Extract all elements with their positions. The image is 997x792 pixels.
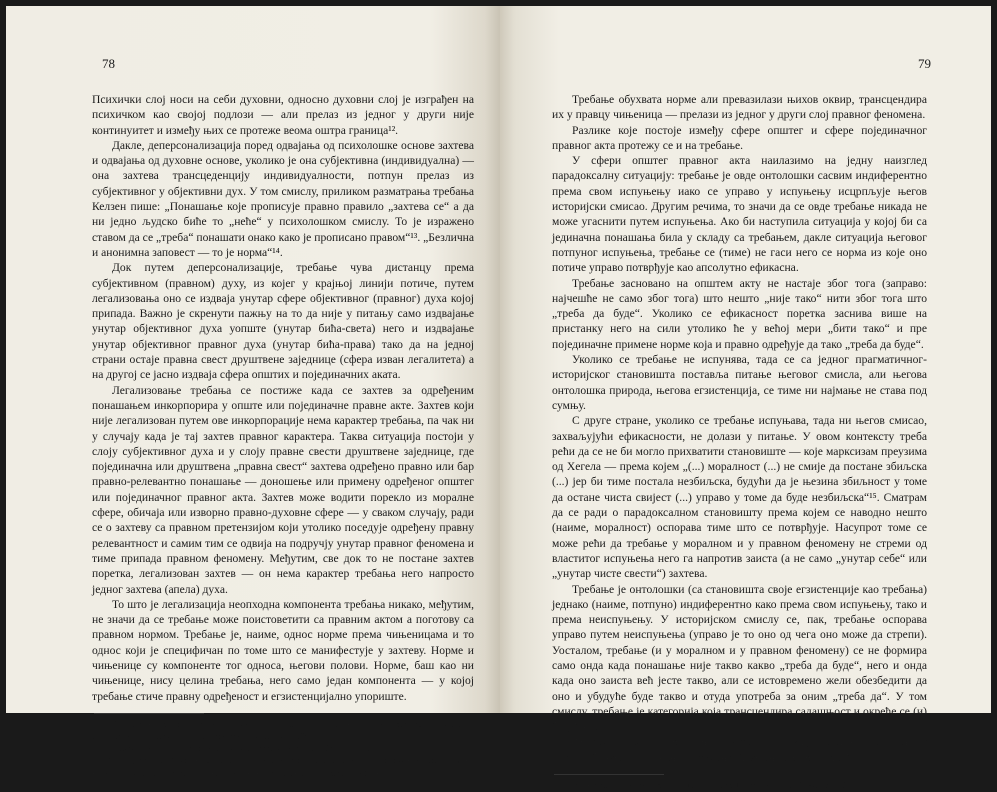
footnote: ¹² Животиње такође поседују психички слој, али не и духовни. Види о томе код Шелера — Scheler, M.: Положај човјека у космосу, Сарајево 1987. — [92, 719, 474, 743]
paragraph: Требање обухвата норме али превазилази њихов оквир, трансцендира их у правцу чињеница — прелази из једног у други слој правног феномена. — [552, 93, 927, 122]
paragraph: Легализовање требања се постиже када се захтев за одређеним понашањем инкорпорира у опште или појединачне правне акте. Захтев који није легализован путем ове инкорпорације нема карактер требања, па чак ни у случају када је тај захтев правног карактера. Таква ситуација постоји у слоју субјективног духа и у слоју правне свести друштвене заједнице, где појединачна или друштвена „правна свест“ захтева одређено правно или бар правно-релевантно понашање — доношење или примену одређеног општег или појединачног правног акта. Захтев може водити порекло из моралне сфере, обичаја или изворно правно-духовне сфере — у сваком случају, ради се о захтеву са правном претензијом који утолико поседује одређену правну релевантност и самим тим се одвија на подручју унутар правног феномена и тиме припада правном феномену. Међутим, све док то не постане захтев поретка, легализован захтев — он нема карактер требања него напросто једног захтева (апела) духа. — [92, 383, 474, 596]
paragraph: Требање засновано на општем акту не настаје због тога (заправо: најчешће не само због тога) што нешто „није тако“ нити због тога што „треба да буде“. Уколико се ефикасност поретка заснива више на пристанку него на сили утолико ће у већој мери „бити тако“ и пре појединачне примене норме која и правно одређује да тако „треба да буде“. — [552, 276, 927, 351]
page-number: 78 — [102, 56, 115, 71]
left-page — [6, 6, 500, 779]
paragraph: То што је легализација неопходна компонента требања никако, међутим, не значи да се требање може поистоветити са правним актом а поготову са правном нормом. Требање је, наиме, однос норме према чињеницама и то однос који је специфичан по томе што се манифестује у захтеву. Норме и чињенице су компоненте тог односа, његови полови. Норме, баш као ни чињенице, нису целина требања, него само један компонента — у којој требање стиче правну одређеност и егзистенцијално упориште. — [92, 597, 474, 703]
paragraph: С друге стране, уколико се требање испуњава, тада ни његов смисао, захваљујући ефикасности, не долази у питање. У овом контексту треба рећи да се не би могло прихватити становиште — које марксизам преузима од Хегела — према којем „(...) моралност (...) не смије да постане збиљска (...) јер би тиме постала незбиљска, будући да је њезина збиљност у томе да остане чиста свијест (...) управо у томе да буде незбиљска“¹⁵. Сматрам да се ради о парадоксалном становишту према којем се наводно нешто (наиме, моралност) оспорава тиме што се потврђује. Насупрот томе се може рећи да требање у моралном и у правном феномену не стреми од властитог испуњења него га напротив заиста (а не само „унутар себе“ или „унутар чисте свести“) захтева. — [552, 414, 927, 581]
footnotes — [552, 780, 927, 792]
page-body — [552, 92, 927, 765]
right-page — [500, 6, 991, 792]
page-body — [92, 92, 474, 704]
footnotes — [92, 719, 474, 780]
footnote: ¹⁴ Ibid., стр. 48. Келзену би се овде једино могло приговорити на недовољном разликовању норме — која је ипак само једна компонента требања — и самог требања. — [92, 756, 474, 779]
footnote-divider — [94, 713, 204, 714]
paragraph: Психички слој носи на себи духовни, односно духовни слој је изграђен на психичком као својој подлози — али прелаз из једног у други није континуитет и између њих се протеже веома оштра граница¹². — [92, 93, 474, 137]
paragraph: Разлике које постоје између сфере општег и сфере појединачног правног акта протежу се и на требање. — [552, 123, 927, 152]
footnote: ¹⁵ Кангрга, М.: Etički problem u djelu Karla Marxa, Београд 1980, стр. 61. — [566, 781, 853, 792]
footnote-divider — [554, 774, 664, 775]
paragraph: За разлику од општег правног акта, у подручју појединачног правног акта требање се испуњењем отклања. Требање захтева одређе- — [552, 735, 927, 764]
paragraph: У сфери општег правног акта наилазимо на једну наизглед парадоксалну ситуацију: требање је овде онтолошки сасвим индиферентно према свом испуњењу иако се управо у испуњењу исцрпљује његов историјски смисао. Другим речима, то значи да се овде требање никада не може угаснити путем испуњења. Ако би наступила ситуација у којој би са јединачна понашања била у складу са требањем, дакле ситуација његовог потпуног испуњења, требање се (тиме) не гаси него се норма из које оно потиче управо потврђује као апсолутно ефикасна. — [552, 154, 927, 275]
page-number: 79 — [918, 56, 931, 71]
paragraph: Требање је онтолошки (са становишта своје егзистенције као требања) једнако (наиме, потпуно) индиферентно како према свом испуњењу, тако и према неиспуњењу. У историјском смислу се, пак, требање оспорава управо путем неиспуњења (управо је то оно од чега оно може да стрепи). Уосталом, требање (и у моралном и у правном феномену) се не формира само онда када понашање није такво какво „треба да буде“, него и онда када оно заиста већ јесте такво, али се истовремено жели обезбедити да оно и убудуће буде такво и отуда употреба за оним „треба да“. У том смислу, требање је категорија која трансцендира садашњост и окреће се (и) будућности. — [552, 582, 927, 734]
footnote: ¹³ Келзен, Х.: Општа теорија права и државе, Београд 1951, стр. 47. — [106, 744, 375, 755]
paragraph: Дакле, деперсонализација поред одвајања од психолошке основе захтева и одвајања од духовне основе, уколико је она субјективна (индивидуална) — она захтева трансцеденцију индивидуалности, потпун прелаз из субјективног у објективни дух. У том смислу, приликом разматрања требања Келзен пише: „Понашање које прописује правно правило „захтева се“ а да ни једно људско биће то „неће“ у психолошком смислу. То је изражено ставом да се „треба“ понашати онако како је прописано правом“¹³. „Безлична и анонимна заповест — то је норма“¹⁴. — [92, 138, 474, 259]
book-spread — [6, 6, 991, 792]
paragraph: Док путем деперсонализације, требање чува дистанцу према субјективном (правном) духу, из којег у крајњој линији потиче, путем легализовања оно се издваја унутар сфере објективног (правног) духа којој припада. Важно је скренути пажњу на то да није у питању само издвајање унутар објективног духа уопште (унутар бића-света) него и издвајање унутар објективног правног духа (унутар бића-права) тако да на једној страни остаје правна свест друштвене заједнице (сфера изван легалитета) а на другој се јасно издваја сфера општих и појединачних аката. — [92, 261, 474, 382]
paragraph: Уколико се требање не испунява, тада се са једног прагматичног-историјског становишта поставља питање његовог смисла, али његова онтолошка природа, његова егзистенција, се тиме ни најмање не става под сумњу. — [552, 353, 927, 412]
